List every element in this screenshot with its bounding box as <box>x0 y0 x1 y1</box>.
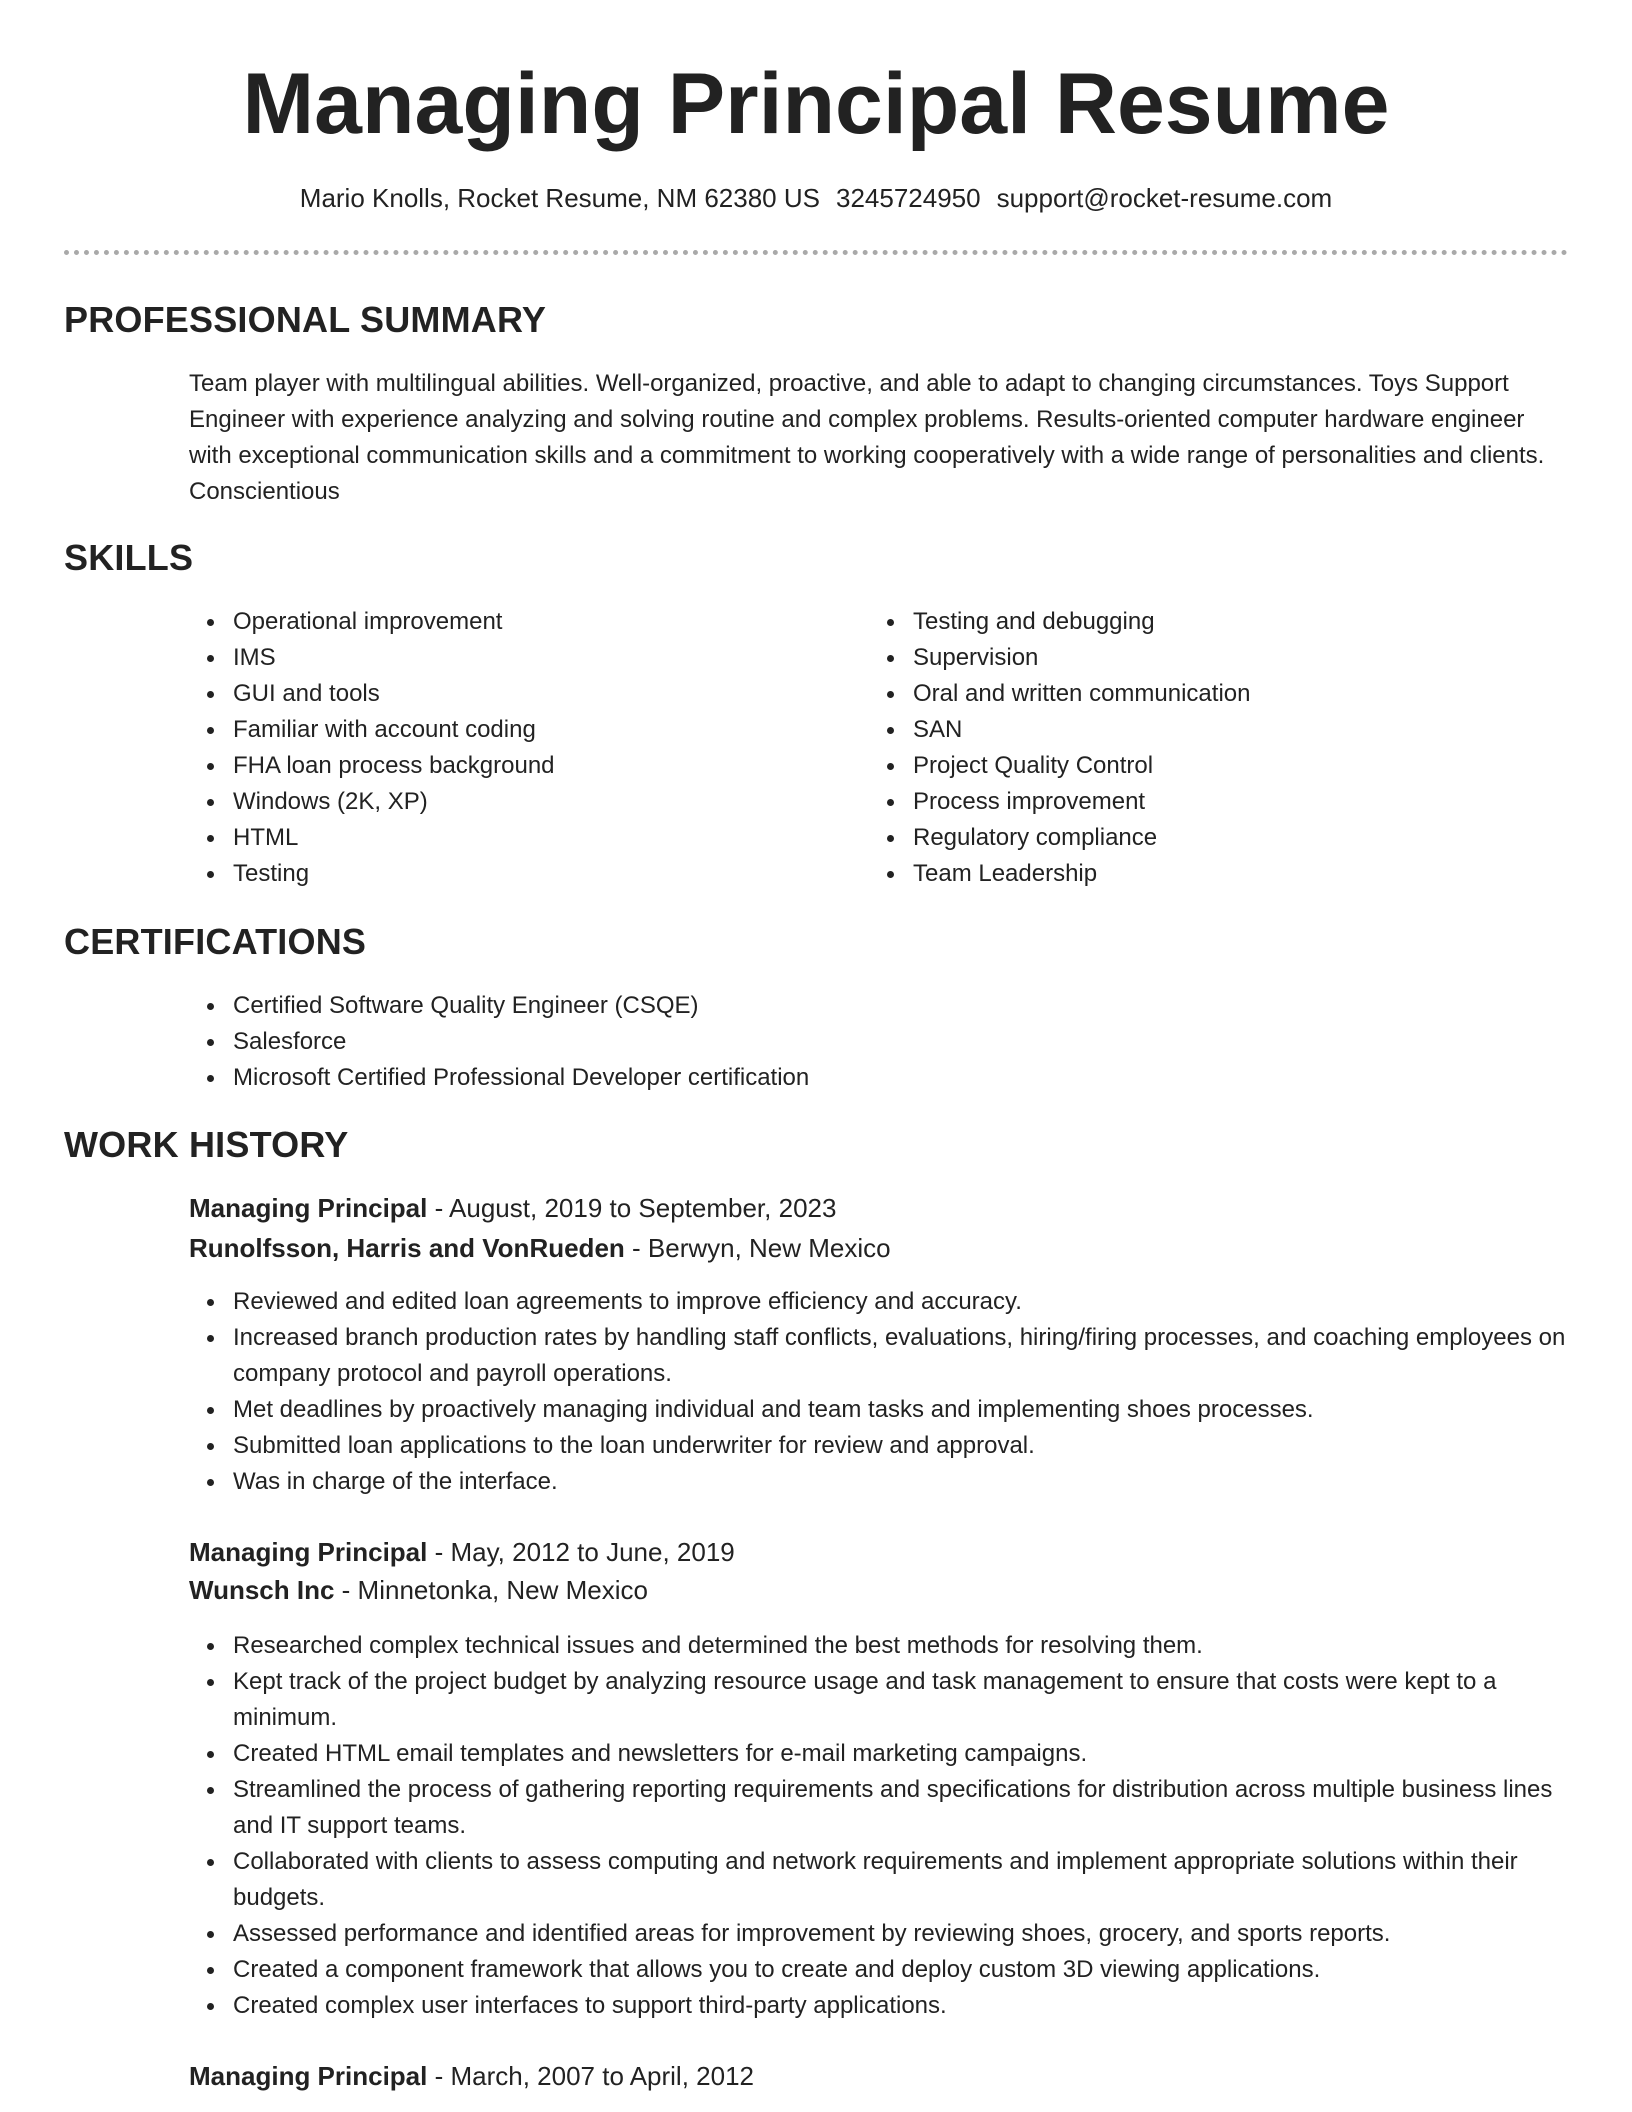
job-bullet: Researched complex technical issues and determined the best methods for resolving them. <box>189 1628 1569 1664</box>
skill-item: HTML <box>189 820 829 856</box>
skill-item: Testing <box>189 856 829 892</box>
skill-item: Regulatory compliance <box>869 820 1549 856</box>
skill-item: Oral and written communication <box>869 676 1549 712</box>
job-dates: - March, 2007 to April, 2012 <box>427 2061 754 2091</box>
job-role: Managing Principal <box>189 1193 428 1223</box>
contact-address: Mario Knolls, Rocket Resume, NM 62380 US <box>299 183 820 213</box>
job-bullet: Kept track of the project budget by analyzing resource usage and task management to ensure that costs were kept to a minimum. <box>189 1664 1569 1736</box>
certification-item: Certified Software Quality Engineer (CSQE) <box>189 988 1489 1024</box>
contact-line <box>0 180 1632 216</box>
job-bullet: Increased branch production rates by handling staff conflicts, evaluations, hiring/firing processes, and coaching employees on company protocol and payroll operations. <box>189 1320 1569 1392</box>
skill-item: Process improvement <box>869 784 1549 820</box>
job-bullet: Created complex user interfaces to support third-party applications. <box>189 1988 1569 2024</box>
skill-item: Team Leadership <box>869 856 1549 892</box>
job-location: - Minnetonka, New Mexico <box>334 1575 648 1605</box>
skill-item: Supervision <box>869 640 1549 676</box>
section-heading-summary: PROFESSIONAL SUMMARY <box>64 299 547 340</box>
contact-email[interactable]: support@rocket-resume.com <box>996 183 1333 213</box>
job-title-line <box>189 1533 735 1571</box>
skills-list-right <box>869 604 1549 892</box>
job-dates: - August, 2019 to September, 2023 <box>427 1193 837 1223</box>
job-bullet: Assessed performance and identified areas for improvement by reviewing shoes, grocery, and sports reports. <box>189 1916 1569 1952</box>
skill-item: FHA loan process background <box>189 748 829 784</box>
skill-item: Familiar with account coding <box>189 712 829 748</box>
job-location: - Berwyn, New Mexico <box>624 1233 891 1263</box>
summary-text: Team player with multilingual abilities. Well-organized, proactive, and able to adapt to changing circumstances. Toys Support Engineer with experience analyzing and solving routine and complex problems. Results-oriented computer hardware engineer with exceptional communication skills and a commitment to working cooperatively with a wide range of personalities and clients. Conscientious <box>189 370 1545 505</box>
job-bullet: Created HTML email templates and newsletters for e-mail marketing campaigns. <box>189 1736 1569 1772</box>
job-bullet: Met deadlines by proactively managing individual and team tasks and implementing shoes processes. <box>189 1392 1569 1428</box>
skill-item: Testing and debugging <box>869 604 1549 640</box>
section-heading-skills: SKILLS <box>64 537 194 578</box>
contact-phone: 3245724950 <box>835 183 981 213</box>
skill-item: Windows (2K, XP) <box>189 784 829 820</box>
skill-item: IMS <box>189 640 829 676</box>
section-heading-work-history: WORK HISTORY <box>64 1124 349 1165</box>
skill-item: GUI and tools <box>189 676 829 712</box>
resume-title: Managing Principal Resume <box>242 56 1390 152</box>
job-bullet: Collaborated with clients to assess computing and network requirements and implement appropriate solutions within their budgets. <box>189 1844 1569 1916</box>
job-title-line <box>189 2057 754 2095</box>
certifications-list <box>189 988 1489 1096</box>
skill-item: Project Quality Control <box>869 748 1549 784</box>
job-bullets <box>189 1628 1569 2024</box>
job-bullet: Was in charge of the interface. <box>189 1464 1569 1500</box>
job-bullet: Submitted loan applications to the loan underwriter for review and approval. <box>189 1428 1569 1464</box>
job-company: Runolfsson, Harris and VonRueden <box>189 1233 625 1263</box>
job-dates: - May, 2012 to June, 2019 <box>427 1537 735 1567</box>
certification-item: Microsoft Certified Professional Developer certification <box>189 1060 1489 1096</box>
skill-item: SAN <box>869 712 1549 748</box>
header-divider <box>64 250 1568 255</box>
job-bullet: Created a component framework that allows you to create and deploy custom 3D viewing applications. <box>189 1952 1569 1988</box>
job-bullet: Streamlined the process of gathering reporting requirements and specifications for distribution across multiple business lines and IT support teams. <box>189 1772 1569 1844</box>
job-company: Wunsch Inc <box>189 1575 335 1605</box>
job-title-line <box>189 1189 836 1227</box>
job-bullet: Reviewed and edited loan agreements to improve efficiency and accuracy. <box>189 1284 1569 1320</box>
skills-list-left <box>189 604 829 892</box>
job-company-line <box>189 1229 891 1267</box>
certification-item: Salesforce <box>189 1024 1489 1060</box>
job-role: Managing Principal <box>189 2061 428 2091</box>
job-bullets <box>189 1284 1569 1500</box>
section-heading-certifications: CERTIFICATIONS <box>64 921 367 962</box>
skill-item: Operational improvement <box>189 604 829 640</box>
job-role: Managing Principal <box>189 1537 428 1567</box>
job-company-line <box>189 1571 648 1609</box>
